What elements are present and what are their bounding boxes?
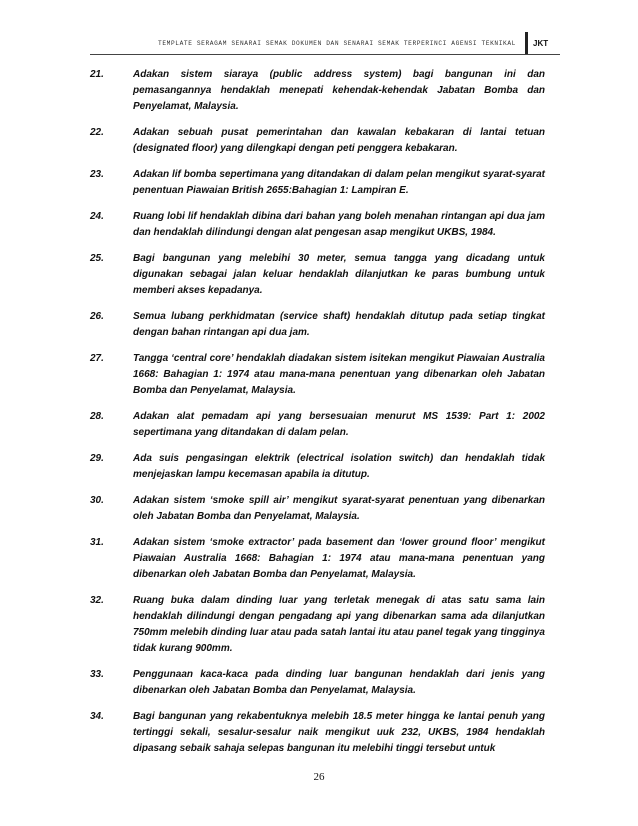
header-code: JKT — [533, 39, 549, 48]
item-text: Bagi bangunan yang rekabentuknya melebih 18.5 meter hingga ke lantai penuh yang tertinggi sekali, sesalur-sesalur naik mengikut uuk 232, UKBS, 1984 hendaklah dipasang sebaik sahaja selepas bangunan itu melebihi tinggi tersebut untuk — [133, 711, 545, 754]
item-number: 31. — [90, 537, 104, 548]
item-text: Bagi bangunan yang melebihi 30 meter, semua tangga yang dicadang untuk digunakan sebagai jalan keluar hendaklah dilanjutkan ke paras bumbung untuk memberi akses kepadanya. — [133, 253, 545, 296]
item-text: Tangga ‘central core’ hendaklah diadakan sistem isitekan mengikut Piawaian Australia 1668: Bahagian 1: 1974 atau mana-mana penentuan yang dibenarkan oleh Jabatan Bomba dan Penyelamat, Malaysia. — [133, 353, 545, 396]
item-text: Adakan sistem siaraya (public address system) bagi bangunan ini dan pemasangannya hendaklah menepati kehendak-kehendak Jabatan Bomba dan Penyelamat, Malaysia. — [133, 69, 545, 112]
list-item — [90, 709, 545, 757]
item-text: Adakan lif bomba sepertimana yang ditandakan di dalam pelan mengikut syarat-syarat penentuan Piawaian British 2655:Bahagian 1: Lampiran E. — [133, 169, 545, 196]
item-text: Ada suis pengasingan elektrik (electrical isolation switch) dan hendaklah tidak menjejaskan lampu kecemasan apabila ia ditutup. — [133, 453, 545, 480]
item-text: Adakan sistem ‘smoke extractor’ pada basement dan ‘lower ground floor’ mengikut Piawaian Australia 1668: Bahagian 1: 1974 atau mana-mana penentuan yang dibenarkan oleh Jabatan Bomba dan Penyelamat, Malaysia. — [133, 537, 545, 580]
item-number: 33. — [90, 669, 104, 680]
requirements-list — [90, 67, 545, 767]
header-rule — [90, 54, 560, 55]
item-text: Ruang lobi lif hendaklah dibina dari bahan yang boleh menahan rintangan api dua jam dan hendaklah dilindungi dengan alat pengesan asap mengikut UKBS, 1984. — [133, 211, 545, 238]
list-item — [90, 593, 545, 657]
list-item — [90, 167, 545, 199]
item-text: Adakan sebuah pusat pemerintahan dan kawalan kebakaran di lantai tetuan (designated floor) yang dilengkapi dengan peti penggera kebakaran. — [133, 127, 545, 154]
item-number: 23. — [90, 169, 104, 180]
list-item — [90, 493, 545, 525]
list-item — [90, 667, 545, 699]
list-item — [90, 535, 545, 583]
header-title: TEMPLATE SERAGAM SENARAI SEMAK DOKUMEN DAN SENARAI SEMAK TERPERINCI AGENSI TEKNIKAL — [158, 40, 516, 47]
list-item — [90, 251, 545, 299]
header-divider — [525, 32, 528, 54]
item-number: 30. — [90, 495, 104, 506]
list-item — [90, 409, 545, 441]
item-number: 24. — [90, 211, 104, 222]
list-item — [90, 209, 545, 241]
item-number: 34. — [90, 711, 104, 722]
item-number: 26. — [90, 311, 104, 322]
page-number: 26 — [313, 771, 325, 783]
item-number: 29. — [90, 453, 104, 464]
list-item — [90, 67, 545, 115]
list-item — [90, 451, 545, 483]
item-text: Penggunaan kaca-kaca pada dinding luar bangunan hendaklah dari jenis yang dibenarkan oleh Jabatan Bomba dan Penyelamat, Malaysia. — [133, 669, 545, 696]
item-text: Adakan alat pemadam api yang bersesuaian menurut MS 1539: Part 1: 2002 sepertimana yang ditandakan di dalam pelan. — [133, 411, 545, 438]
item-number: 21. — [90, 69, 104, 80]
item-number: 25. — [90, 253, 104, 264]
item-number: 28. — [90, 411, 104, 422]
list-item — [90, 125, 545, 157]
item-text: Adakan sistem ‘smoke spill air’ mengikut syarat-syarat penentuan yang dibenarkan oleh Jabatan Bomba dan Penyelamat, Malaysia. — [133, 495, 545, 522]
item-number: 27. — [90, 353, 104, 364]
page-header — [90, 30, 560, 56]
item-number: 32. — [90, 595, 104, 606]
list-item — [90, 309, 545, 341]
item-number: 22. — [90, 127, 104, 138]
item-text: Ruang buka dalam dinding luar yang terletak menegak di atas satu sama lain hendaklah dilindungi dengan pengadang api yang dibenarkan sama ada dilanjutkan 750mm melebih dinding luar atau pada satah lantai itu atau panel tegak yang tingginya tidak kurang 900mm. — [133, 595, 545, 654]
item-text: Semua lubang perkhidmatan (service shaft) hendaklah ditutup pada setiap tingkat dengan bahan rintangan api dua jam. — [133, 311, 545, 338]
list-item — [90, 351, 545, 399]
